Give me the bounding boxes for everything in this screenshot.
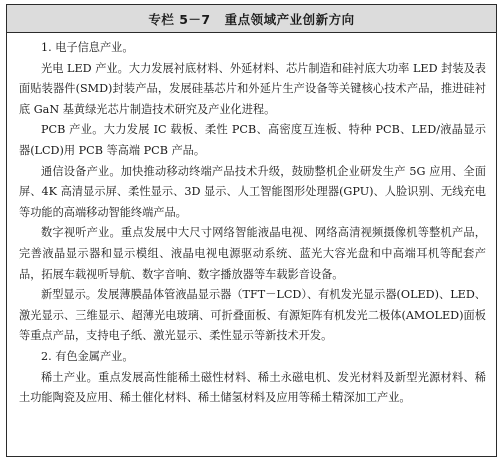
column-box bbox=[6, 4, 497, 457]
column-header bbox=[7, 5, 496, 33]
column-label: 专栏 5－7 bbox=[148, 11, 211, 27]
paragraph-new-display: 新型显示。发展薄膜晶体管液晶显示器（TFT－LCD）、有机发光显示器(OLED)、LED、激光显示、三维显示、超薄光电玻璃、可折叠面板、有源矩阵有机发光二极体(AMOLED)面板等重点产品，支持电子纸、激光显示、柔性显示等新技术开发。 bbox=[19, 288, 486, 343]
paragraph-pcb: PCB 产业。大力发展 IC 载板、柔性 PCB、高密度互连板、特种 PCB、LED/液晶显示器(LCD)用 PCB 等高端 PCB 产品。 bbox=[19, 123, 486, 157]
paragraph-led: 光电 LED 产业。大力发展衬底材料、外延材料、芯片制造和硅衬底大功率 LED 封装及表面贴装器件(SMD)封装产品，发展硅基芯片和外延片生产设备等关键核心技术产品，推进硅衬底 GaN 基黄绿光芯片制造技术研究及产业化进程。 bbox=[19, 61, 486, 116]
paragraph-rare-earth: 稀土产业。重点发展高性能稀土磁性材料、稀土永磁电机、发光材料及新型光源材料、稀土功能陶瓷及应用、稀土催化材料、稀土储氢材料及应用等稀土精深加工产业。 bbox=[19, 370, 486, 405]
section-heading-electronics: 1. 电子信息产业。 bbox=[41, 41, 134, 54]
paragraph-telecom: 通信设备产业。加快推动移动终端产品技术升级，鼓励整机企业研发生产 5G 应用、全面屏、4K 高清显示屏、柔性显示、3D 显示、人工智能图形处理器(GPU)、人脸识别、无线充电等功能的高端移动智能终端产品。 bbox=[19, 164, 486, 219]
paragraph-digital-av: 数字视听产业。重点发展中大尺寸网络智能液晶电视、网络高清视频摄像机等整机产品，完善液晶显示器和显示模组、液晶电视电源驱动系统、蓝光大容光盘和中高端耳机等配套产品，拓展车载视听导航、数字音响、数字播放器等车载影音设备。 bbox=[19, 226, 486, 281]
section-heading-nonferrous: 2. 有色金属产业。 bbox=[41, 349, 134, 363]
column-title: 重点领域产业创新方向 bbox=[224, 11, 355, 27]
column-body bbox=[7, 33, 496, 409]
